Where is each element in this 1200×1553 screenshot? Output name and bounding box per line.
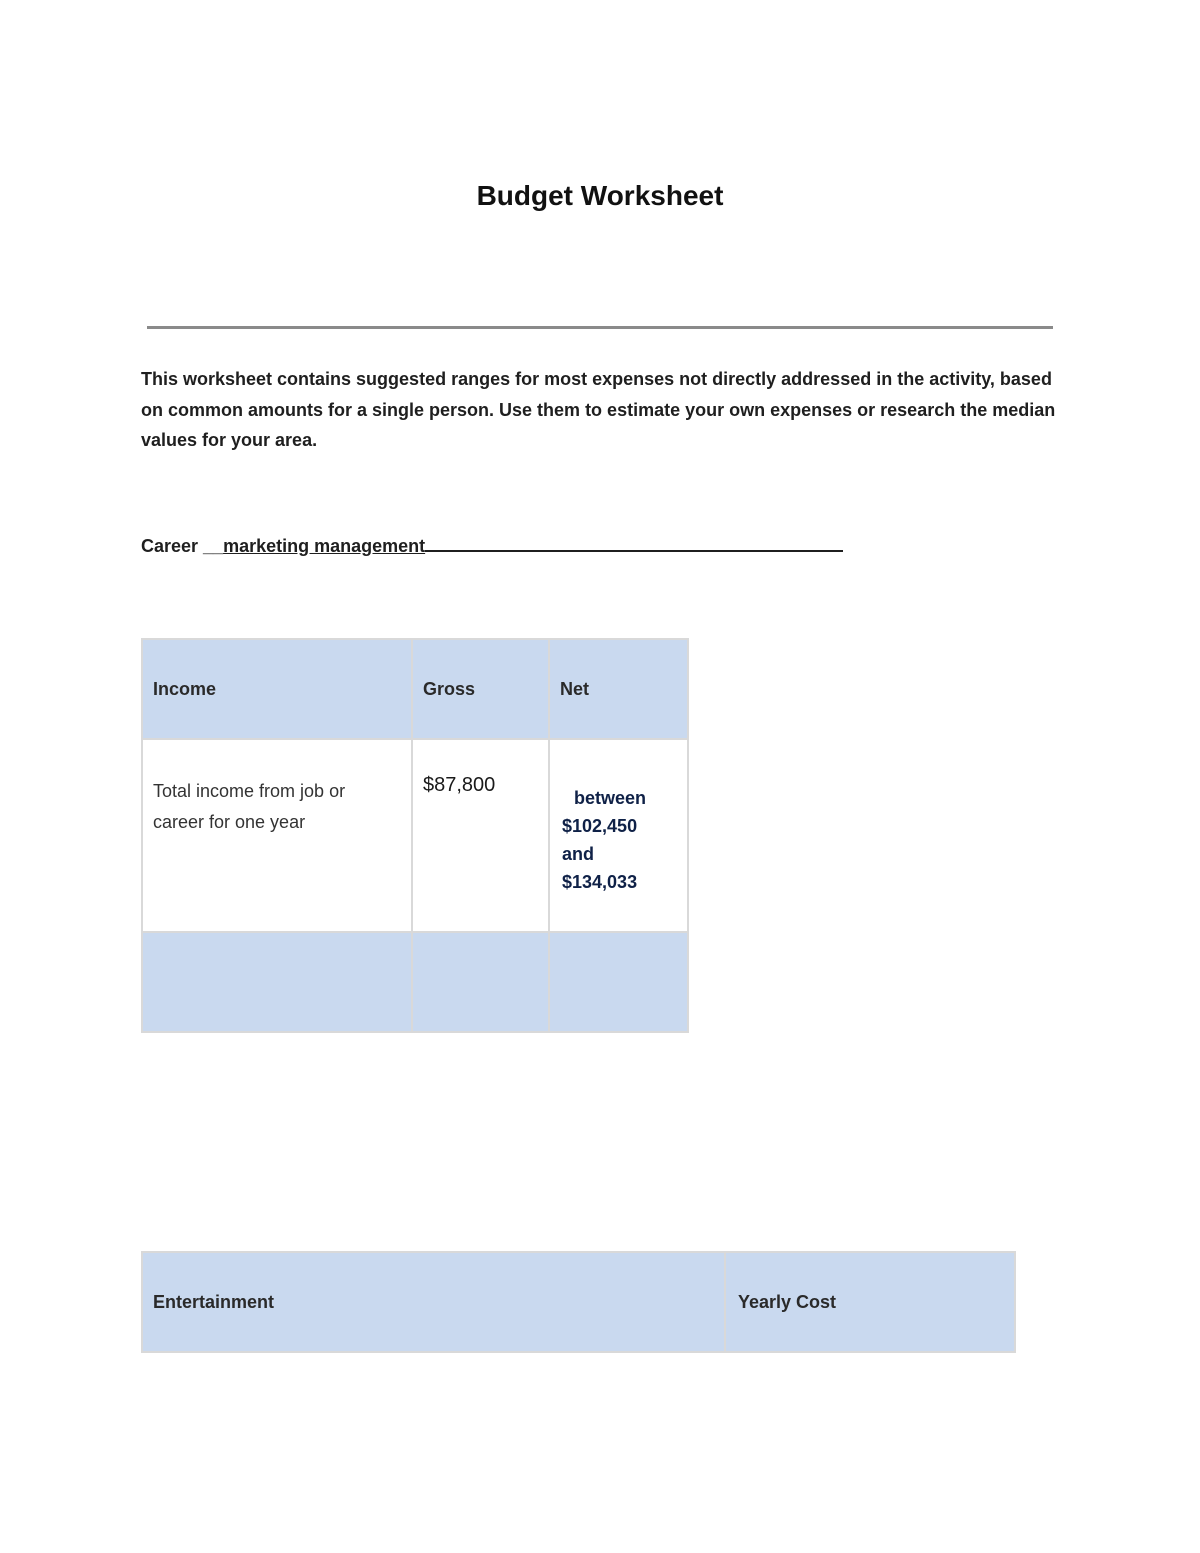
income-net-value[interactable] [549,739,688,932]
header-gross: Gross [412,639,549,739]
header-yearly-cost: Yearly Cost [725,1252,1015,1352]
table-row [142,739,688,932]
net-line: between [574,788,647,808]
income-gross-value[interactable]: $87,800 [412,739,549,932]
career-label: Career __ [141,536,224,556]
net-line: $102,450 [562,816,638,836]
intro-paragraph: This worksheet contains suggested ranges for most expenses not directly addressed in the activity, based on common amounts for a single person. Use them to estimate your own expenses or research the median values for your area. [141,369,1056,450]
table-header-row [142,639,688,739]
career-value[interactable]: marketing management [223,536,426,556]
page-title: Budget Worksheet [476,180,724,211]
income-table [141,638,689,1033]
net-line: $134,033 [562,872,638,892]
entertainment-table [141,1251,1016,1353]
income-description[interactable]: Total income from job or career for one year [142,739,412,932]
horizontal-rule [147,326,1053,329]
empty-cell[interactable] [549,932,688,1032]
career-blank-line [425,532,843,552]
header-entertainment: Entertainment [142,1252,725,1352]
table-header-row [142,1252,1015,1352]
header-net: Net [549,639,688,739]
empty-cell[interactable] [142,932,412,1032]
header-income: Income [142,639,412,739]
net-line: and [562,844,595,864]
empty-cell[interactable] [412,932,549,1032]
career-line [141,532,901,557]
table-row [142,932,688,1032]
